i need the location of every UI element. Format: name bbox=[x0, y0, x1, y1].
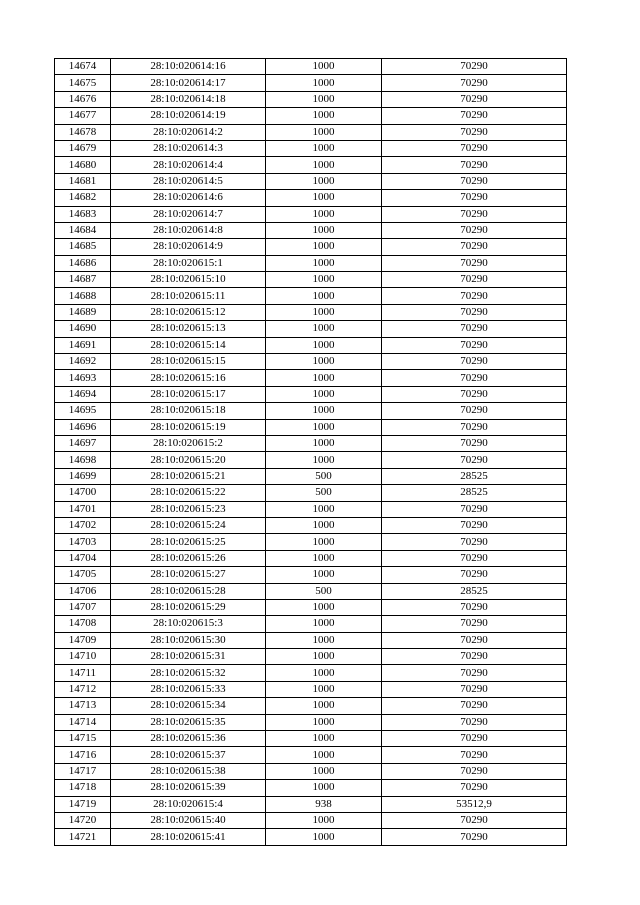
cadastral-number-cell: 28:10:020615:34 bbox=[111, 698, 266, 714]
cadastral-number-cell: 28:10:020614:16 bbox=[111, 59, 266, 75]
value-cell: 53512,9 bbox=[382, 796, 567, 812]
cadastral-number-cell: 28:10:020614:4 bbox=[111, 157, 266, 173]
value-cell: 70290 bbox=[382, 386, 567, 402]
cadastral-number-cell: 28:10:020615:38 bbox=[111, 763, 266, 779]
cadastral-number-cell: 28:10:020615:39 bbox=[111, 780, 266, 796]
area-cell: 1000 bbox=[266, 780, 382, 796]
cadastral-number-cell: 28:10:020615:21 bbox=[111, 468, 266, 484]
table-row bbox=[55, 108, 567, 124]
value-cell: 70290 bbox=[382, 501, 567, 517]
cadastral-number-cell: 28:10:020614:7 bbox=[111, 206, 266, 222]
row-number-cell: 14674 bbox=[55, 59, 111, 75]
table-row bbox=[55, 812, 567, 828]
table-row bbox=[55, 517, 567, 533]
value-cell: 70290 bbox=[382, 517, 567, 533]
value-cell: 70290 bbox=[382, 337, 567, 353]
row-number-cell: 14682 bbox=[55, 190, 111, 206]
table-row bbox=[55, 468, 567, 484]
land-plot-table bbox=[54, 58, 567, 846]
area-cell: 1000 bbox=[266, 386, 382, 402]
value-cell: 70290 bbox=[382, 403, 567, 419]
row-number-cell: 14702 bbox=[55, 517, 111, 533]
value-cell: 70290 bbox=[382, 124, 567, 140]
table-row bbox=[55, 599, 567, 615]
table-row bbox=[55, 173, 567, 189]
table-row bbox=[55, 681, 567, 697]
table-row bbox=[55, 665, 567, 681]
row-number-cell: 14701 bbox=[55, 501, 111, 517]
area-cell: 1000 bbox=[266, 812, 382, 828]
value-cell: 70290 bbox=[382, 91, 567, 107]
table-row bbox=[55, 75, 567, 91]
area-cell: 1000 bbox=[266, 649, 382, 665]
cadastral-number-cell: 28:10:020615:19 bbox=[111, 419, 266, 435]
area-cell: 1000 bbox=[266, 501, 382, 517]
cadastral-number-cell: 28:10:020615:25 bbox=[111, 534, 266, 550]
row-number-cell: 14708 bbox=[55, 616, 111, 632]
table-row bbox=[55, 796, 567, 812]
area-cell: 1000 bbox=[266, 747, 382, 763]
value-cell: 70290 bbox=[382, 747, 567, 763]
area-cell: 1000 bbox=[266, 206, 382, 222]
cadastral-number-cell: 28:10:020615:26 bbox=[111, 550, 266, 566]
table-row bbox=[55, 222, 567, 238]
area-cell: 1000 bbox=[266, 370, 382, 386]
area-cell: 1000 bbox=[266, 321, 382, 337]
area-cell: 1000 bbox=[266, 108, 382, 124]
area-cell: 1000 bbox=[266, 272, 382, 288]
area-cell: 1000 bbox=[266, 124, 382, 140]
cadastral-number-cell: 28:10:020614:17 bbox=[111, 75, 266, 91]
row-number-cell: 14696 bbox=[55, 419, 111, 435]
cadastral-number-cell: 28:10:020614:8 bbox=[111, 222, 266, 238]
table-row bbox=[55, 288, 567, 304]
table-row bbox=[55, 272, 567, 288]
area-cell: 1000 bbox=[266, 714, 382, 730]
area-cell: 1000 bbox=[266, 731, 382, 747]
cadastral-number-cell: 28:10:020615:29 bbox=[111, 599, 266, 615]
table-row bbox=[55, 435, 567, 451]
cadastral-number-cell: 28:10:020615:14 bbox=[111, 337, 266, 353]
table-row bbox=[55, 337, 567, 353]
table-row bbox=[55, 354, 567, 370]
area-cell: 1000 bbox=[266, 337, 382, 353]
table-row bbox=[55, 485, 567, 501]
row-number-cell: 14703 bbox=[55, 534, 111, 550]
value-cell: 70290 bbox=[382, 731, 567, 747]
area-cell: 1000 bbox=[266, 140, 382, 156]
value-cell: 70290 bbox=[382, 239, 567, 255]
area-cell: 1000 bbox=[266, 222, 382, 238]
row-number-cell: 14704 bbox=[55, 550, 111, 566]
value-cell: 70290 bbox=[382, 763, 567, 779]
value-cell: 70290 bbox=[382, 665, 567, 681]
value-cell: 70290 bbox=[382, 435, 567, 451]
cadastral-number-cell: 28:10:020615:24 bbox=[111, 517, 266, 533]
area-cell: 1000 bbox=[266, 517, 382, 533]
cadastral-number-cell: 28:10:020615:33 bbox=[111, 681, 266, 697]
cadastral-number-cell: 28:10:020615:18 bbox=[111, 403, 266, 419]
cadastral-number-cell: 28:10:020615:3 bbox=[111, 616, 266, 632]
row-number-cell: 14683 bbox=[55, 206, 111, 222]
value-cell: 70290 bbox=[382, 108, 567, 124]
table-row bbox=[55, 452, 567, 468]
table-row bbox=[55, 649, 567, 665]
area-cell: 1000 bbox=[266, 681, 382, 697]
row-number-cell: 14685 bbox=[55, 239, 111, 255]
row-number-cell: 14675 bbox=[55, 75, 111, 91]
row-number-cell: 14677 bbox=[55, 108, 111, 124]
row-number-cell: 14689 bbox=[55, 304, 111, 320]
cadastral-number-cell: 28:10:020615:32 bbox=[111, 665, 266, 681]
area-cell: 1000 bbox=[266, 599, 382, 615]
area-cell: 1000 bbox=[266, 288, 382, 304]
table-row bbox=[55, 140, 567, 156]
value-cell: 70290 bbox=[382, 616, 567, 632]
area-cell: 1000 bbox=[266, 304, 382, 320]
table-row bbox=[55, 239, 567, 255]
table-row bbox=[55, 419, 567, 435]
cadastral-number-cell: 28:10:020615:23 bbox=[111, 501, 266, 517]
table-row bbox=[55, 190, 567, 206]
row-number-cell: 14717 bbox=[55, 763, 111, 779]
value-cell: 28525 bbox=[382, 485, 567, 501]
table-row bbox=[55, 616, 567, 632]
area-cell: 1000 bbox=[266, 698, 382, 714]
cadastral-number-cell: 28:10:020615:31 bbox=[111, 649, 266, 665]
area-cell: 1000 bbox=[266, 534, 382, 550]
cadastral-number-cell: 28:10:020615:15 bbox=[111, 354, 266, 370]
row-number-cell: 14713 bbox=[55, 698, 111, 714]
row-number-cell: 14690 bbox=[55, 321, 111, 337]
cadastral-number-cell: 28:10:020615:30 bbox=[111, 632, 266, 648]
value-cell: 70290 bbox=[382, 157, 567, 173]
table-row bbox=[55, 747, 567, 763]
row-number-cell: 14709 bbox=[55, 632, 111, 648]
cadastral-number-cell: 28:10:020614:6 bbox=[111, 190, 266, 206]
row-number-cell: 14678 bbox=[55, 124, 111, 140]
table-row bbox=[55, 59, 567, 75]
value-cell: 70290 bbox=[382, 780, 567, 796]
cadastral-number-cell: 28:10:020615:11 bbox=[111, 288, 266, 304]
area-cell: 1000 bbox=[266, 452, 382, 468]
area-cell: 1000 bbox=[266, 75, 382, 91]
area-cell: 1000 bbox=[266, 190, 382, 206]
cadastral-number-cell: 28:10:020615:22 bbox=[111, 485, 266, 501]
value-cell: 70290 bbox=[382, 452, 567, 468]
cadastral-number-cell: 28:10:020615:20 bbox=[111, 452, 266, 468]
row-number-cell: 14687 bbox=[55, 272, 111, 288]
area-cell: 500 bbox=[266, 468, 382, 484]
area-cell: 1000 bbox=[266, 59, 382, 75]
row-number-cell: 14712 bbox=[55, 681, 111, 697]
row-number-cell: 14721 bbox=[55, 829, 111, 845]
table-row bbox=[55, 534, 567, 550]
table-row bbox=[55, 370, 567, 386]
cadastral-number-cell: 28:10:020615:4 bbox=[111, 796, 266, 812]
row-number-cell: 14688 bbox=[55, 288, 111, 304]
value-cell: 70290 bbox=[382, 59, 567, 75]
row-number-cell: 14684 bbox=[55, 222, 111, 238]
value-cell: 70290 bbox=[382, 190, 567, 206]
row-number-cell: 14681 bbox=[55, 173, 111, 189]
row-number-cell: 14719 bbox=[55, 796, 111, 812]
table-row bbox=[55, 583, 567, 599]
table-row bbox=[55, 763, 567, 779]
row-number-cell: 14715 bbox=[55, 731, 111, 747]
value-cell: 70290 bbox=[382, 829, 567, 845]
table-row bbox=[55, 403, 567, 419]
area-cell: 1000 bbox=[266, 567, 382, 583]
cadastral-number-cell: 28:10:020615:36 bbox=[111, 731, 266, 747]
row-number-cell: 14686 bbox=[55, 255, 111, 271]
value-cell: 70290 bbox=[382, 206, 567, 222]
row-number-cell: 14695 bbox=[55, 403, 111, 419]
value-cell: 70290 bbox=[382, 550, 567, 566]
table-row bbox=[55, 124, 567, 140]
value-cell: 28525 bbox=[382, 468, 567, 484]
area-cell: 1000 bbox=[266, 435, 382, 451]
row-number-cell: 14693 bbox=[55, 370, 111, 386]
table-row bbox=[55, 386, 567, 402]
area-cell: 1000 bbox=[266, 665, 382, 681]
table-row bbox=[55, 714, 567, 730]
area-cell: 1000 bbox=[266, 763, 382, 779]
area-cell: 1000 bbox=[266, 419, 382, 435]
row-number-cell: 14691 bbox=[55, 337, 111, 353]
area-cell: 1000 bbox=[266, 550, 382, 566]
value-cell: 70290 bbox=[382, 649, 567, 665]
table-row bbox=[55, 780, 567, 796]
cadastral-number-cell: 28:10:020615:1 bbox=[111, 255, 266, 271]
table-row bbox=[55, 157, 567, 173]
value-cell: 70290 bbox=[382, 567, 567, 583]
table-row bbox=[55, 567, 567, 583]
area-cell: 1000 bbox=[266, 632, 382, 648]
row-number-cell: 14714 bbox=[55, 714, 111, 730]
cadastral-number-cell: 28:10:020615:13 bbox=[111, 321, 266, 337]
table-row bbox=[55, 829, 567, 845]
area-cell: 1000 bbox=[266, 239, 382, 255]
cadastral-number-cell: 28:10:020614:19 bbox=[111, 108, 266, 124]
cadastral-number-cell: 28:10:020615:2 bbox=[111, 435, 266, 451]
value-cell: 70290 bbox=[382, 534, 567, 550]
row-number-cell: 14718 bbox=[55, 780, 111, 796]
cadastral-number-cell: 28:10:020615:17 bbox=[111, 386, 266, 402]
cadastral-number-cell: 28:10:020615:27 bbox=[111, 567, 266, 583]
area-cell: 1000 bbox=[266, 255, 382, 271]
row-number-cell: 14705 bbox=[55, 567, 111, 583]
value-cell: 70290 bbox=[382, 681, 567, 697]
cadastral-number-cell: 28:10:020614:18 bbox=[111, 91, 266, 107]
cadastral-number-cell: 28:10:020615:40 bbox=[111, 812, 266, 828]
row-number-cell: 14692 bbox=[55, 354, 111, 370]
cadastral-number-cell: 28:10:020614:9 bbox=[111, 239, 266, 255]
cadastral-number-cell: 28:10:020614:3 bbox=[111, 140, 266, 156]
area-cell: 1000 bbox=[266, 91, 382, 107]
area-cell: 1000 bbox=[266, 157, 382, 173]
row-number-cell: 14707 bbox=[55, 599, 111, 615]
table-row bbox=[55, 304, 567, 320]
area-cell: 500 bbox=[266, 583, 382, 599]
row-number-cell: 14710 bbox=[55, 649, 111, 665]
cadastral-number-cell: 28:10:020615:37 bbox=[111, 747, 266, 763]
value-cell: 70290 bbox=[382, 419, 567, 435]
table-row bbox=[55, 731, 567, 747]
area-cell: 1000 bbox=[266, 829, 382, 845]
value-cell: 70290 bbox=[382, 321, 567, 337]
value-cell: 70290 bbox=[382, 222, 567, 238]
row-number-cell: 14676 bbox=[55, 91, 111, 107]
cadastral-number-cell: 28:10:020615:41 bbox=[111, 829, 266, 845]
value-cell: 70290 bbox=[382, 173, 567, 189]
area-cell: 1000 bbox=[266, 173, 382, 189]
value-cell: 70290 bbox=[382, 370, 567, 386]
row-number-cell: 14711 bbox=[55, 665, 111, 681]
table-row bbox=[55, 206, 567, 222]
table-row bbox=[55, 321, 567, 337]
table-row bbox=[55, 255, 567, 271]
area-cell: 1000 bbox=[266, 616, 382, 632]
row-number-cell: 14698 bbox=[55, 452, 111, 468]
table-row bbox=[55, 91, 567, 107]
area-cell: 938 bbox=[266, 796, 382, 812]
cadastral-number-cell: 28:10:020615:12 bbox=[111, 304, 266, 320]
value-cell: 70290 bbox=[382, 812, 567, 828]
row-number-cell: 14706 bbox=[55, 583, 111, 599]
value-cell: 70290 bbox=[382, 714, 567, 730]
row-number-cell: 14700 bbox=[55, 485, 111, 501]
table-row bbox=[55, 632, 567, 648]
value-cell: 70290 bbox=[382, 599, 567, 615]
area-cell: 500 bbox=[266, 485, 382, 501]
row-number-cell: 14699 bbox=[55, 468, 111, 484]
value-cell: 28525 bbox=[382, 583, 567, 599]
value-cell: 70290 bbox=[382, 140, 567, 156]
row-number-cell: 14680 bbox=[55, 157, 111, 173]
value-cell: 70290 bbox=[382, 272, 567, 288]
value-cell: 70290 bbox=[382, 288, 567, 304]
value-cell: 70290 bbox=[382, 75, 567, 91]
cadastral-number-cell: 28:10:020615:28 bbox=[111, 583, 266, 599]
value-cell: 70290 bbox=[382, 698, 567, 714]
row-number-cell: 14716 bbox=[55, 747, 111, 763]
cadastral-number-cell: 28:10:020615:10 bbox=[111, 272, 266, 288]
area-cell: 1000 bbox=[266, 403, 382, 419]
row-number-cell: 14720 bbox=[55, 812, 111, 828]
row-number-cell: 14697 bbox=[55, 435, 111, 451]
row-number-cell: 14694 bbox=[55, 386, 111, 402]
value-cell: 70290 bbox=[382, 255, 567, 271]
cadastral-number-cell: 28:10:020614:5 bbox=[111, 173, 266, 189]
value-cell: 70290 bbox=[382, 354, 567, 370]
value-cell: 70290 bbox=[382, 304, 567, 320]
area-cell: 1000 bbox=[266, 354, 382, 370]
table-row bbox=[55, 501, 567, 517]
cadastral-number-cell: 28:10:020615:35 bbox=[111, 714, 266, 730]
table-row bbox=[55, 698, 567, 714]
value-cell: 70290 bbox=[382, 632, 567, 648]
table-body bbox=[55, 59, 567, 846]
row-number-cell: 14679 bbox=[55, 140, 111, 156]
cadastral-number-cell: 28:10:020614:2 bbox=[111, 124, 266, 140]
cadastral-number-cell: 28:10:020615:16 bbox=[111, 370, 266, 386]
table-row bbox=[55, 550, 567, 566]
